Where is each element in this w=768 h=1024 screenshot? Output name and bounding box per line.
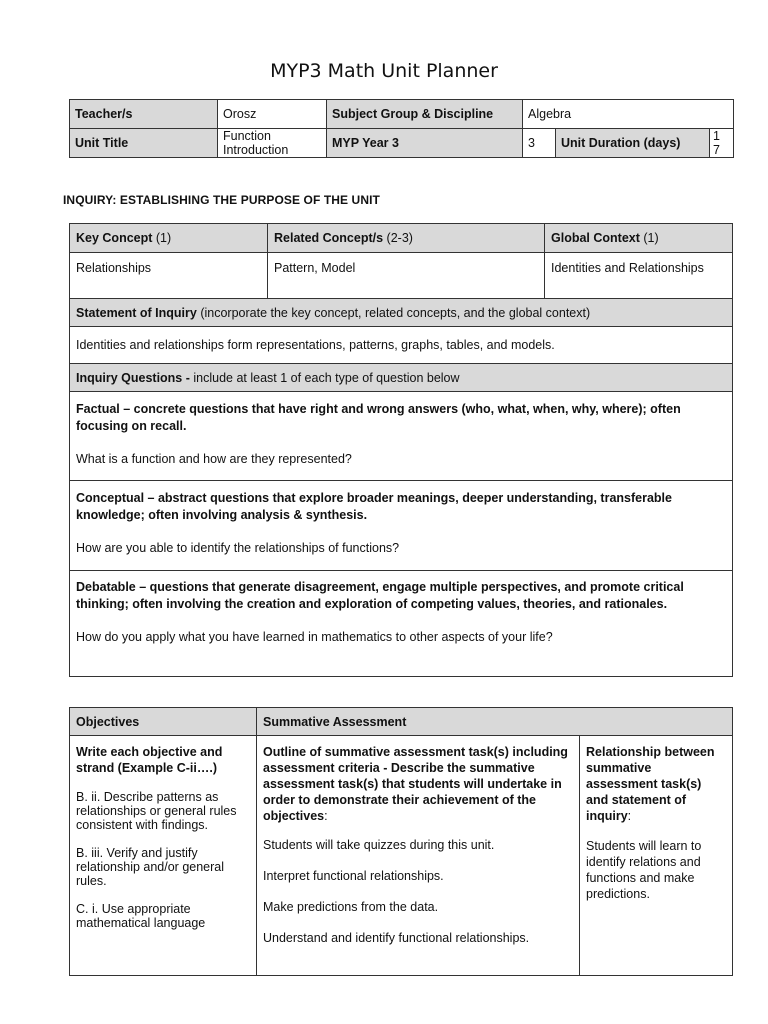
subject-value: Algebra — [523, 100, 734, 129]
inquiry-heading: INQUIRY: ESTABLISHING THE PURPOSE OF THE UNIT — [63, 193, 380, 207]
objectives-heading: Write each objective and strand (Example C-ii….) — [76, 745, 223, 775]
summative-task: Students will take quizzes during this unit. — [263, 838, 495, 852]
global-context-value: Identities and Relationships — [545, 253, 733, 299]
page-title: MYP3 Math Unit Planner — [270, 60, 498, 82]
summative-task: Interpret functional relationships. — [263, 869, 444, 883]
related-concept-value: Pattern, Model — [268, 253, 545, 299]
unit-title-label: Unit Title — [70, 129, 218, 158]
key-concept-header — [70, 224, 268, 253]
concepts-value-row — [70, 253, 733, 299]
duration-digit-2: 7 — [713, 143, 720, 157]
summative-task: Understand and identify functional relationships. — [263, 931, 530, 945]
objectives-header: Objectives — [70, 708, 257, 736]
key-concept-value: Relationships — [70, 253, 268, 299]
key-concept-label: Key Concept — [76, 231, 153, 245]
summative-task: Make predictions from the data. — [263, 900, 439, 914]
summative-header: Summative Assessment — [257, 708, 733, 736]
unit-title-value — [218, 129, 327, 158]
myp-year-value: 3 — [523, 129, 556, 158]
duration-digit-1: 1 — [713, 129, 720, 143]
key-concept-hint: (1) — [152, 231, 172, 245]
global-context-label: Global Context — [551, 231, 640, 245]
assessment-header-row — [70, 708, 733, 736]
soi-label: Statement of Inquiry — [76, 305, 197, 320]
summative-outline-cell — [257, 736, 580, 976]
unit-title-line-2: Introduction — [223, 143, 289, 157]
conceptual-row — [70, 481, 733, 571]
relationship-text: Students will learn to identify relations and functions and make predictions. — [586, 839, 702, 901]
teacher-row — [70, 100, 734, 129]
unit-title-line-1: Function — [223, 129, 271, 143]
related-concept-label: Related Concept/s — [274, 231, 384, 245]
global-context-hint: (1) — [639, 231, 659, 245]
conceptual-question: How are you able to identify the relationships of functions? — [76, 541, 400, 555]
iq-header-row — [70, 364, 733, 392]
debatable-heading: Debatable – questions that generate disagreement, engage multiple perspectives, and promote critical thinking; often involving the creation and exploration of competing values, theories, and rationales. — [76, 580, 684, 611]
iq-header — [70, 364, 733, 392]
outline-heading — [263, 744, 573, 824]
outline-heading-text: Outline of summative assessment task(s) including assessment criteria - Describe the summative assessment task(s) that students will undertake in order to demonstrate their achievement of the objectives — [263, 745, 568, 823]
myp-year-label: MYP Year 3 — [327, 129, 523, 158]
unit-title-row — [70, 129, 734, 158]
objectives-cell — [70, 736, 257, 976]
global-context-header — [545, 224, 733, 253]
relationship-heading-colon: : — [627, 809, 632, 823]
factual-row — [70, 392, 733, 481]
factual-cell — [70, 392, 733, 481]
relationship-cell — [580, 736, 733, 976]
related-concept-header — [268, 224, 545, 253]
inquiry-table — [69, 223, 733, 677]
relationship-heading-text: Relationship between summative assessment task(s) and statement of inquiry — [586, 745, 715, 823]
soi-value: Identities and relationships form representations, patterns, graphs, tables, and models. — [70, 327, 733, 364]
objective-b-ii: B. ii. Describe patterns as relationships or general rules consistent with findings. — [76, 790, 237, 832]
teacher-value: Orosz — [218, 100, 327, 129]
objective-b-iii: B. iii. Verify and justify relationship and/or general rules. — [76, 846, 225, 888]
assessment-table — [69, 707, 733, 976]
iq-hint: include at least 1 of each type of question below — [189, 370, 460, 385]
debatable-cell — [70, 571, 733, 677]
outline-heading-colon: : — [324, 809, 328, 823]
duration-label: Unit Duration (days) — [556, 129, 710, 158]
soi-hint: (incorporate the key concept, related concepts, and the global context) — [196, 305, 591, 320]
soi-header — [70, 299, 733, 327]
relationship-heading — [586, 744, 726, 824]
conceptual-cell — [70, 481, 733, 571]
iq-label: Inquiry Questions - — [76, 370, 190, 385]
subject-label: Subject Group & Discipline — [327, 100, 523, 129]
assessment-body-row — [70, 736, 733, 976]
conceptual-heading: Conceptual – abstract questions that explore broader meanings, deeper understanding, transferable knowledge; often involving analysis & synthesis. — [76, 491, 672, 522]
concepts-header-row — [70, 224, 733, 253]
related-concept-hint: (2-3) — [383, 231, 413, 245]
unit-header-table — [69, 99, 734, 158]
soi-header-row — [70, 299, 733, 327]
factual-question: What is a function and how are they represented? — [76, 452, 352, 466]
soi-value-row — [70, 327, 733, 364]
teacher-label: Teacher/s — [70, 100, 218, 129]
debatable-row — [70, 571, 733, 677]
factual-heading: Factual – concrete questions that have right and wrong answers (who, what, when, why, where); often focusing on recall. — [76, 402, 681, 433]
duration-value — [710, 129, 734, 158]
debatable-question: How do you apply what you have learned in mathematics to other aspects of your life? — [76, 630, 553, 644]
objective-c-i: C. i. Use appropriate mathematical language — [76, 902, 206, 930]
